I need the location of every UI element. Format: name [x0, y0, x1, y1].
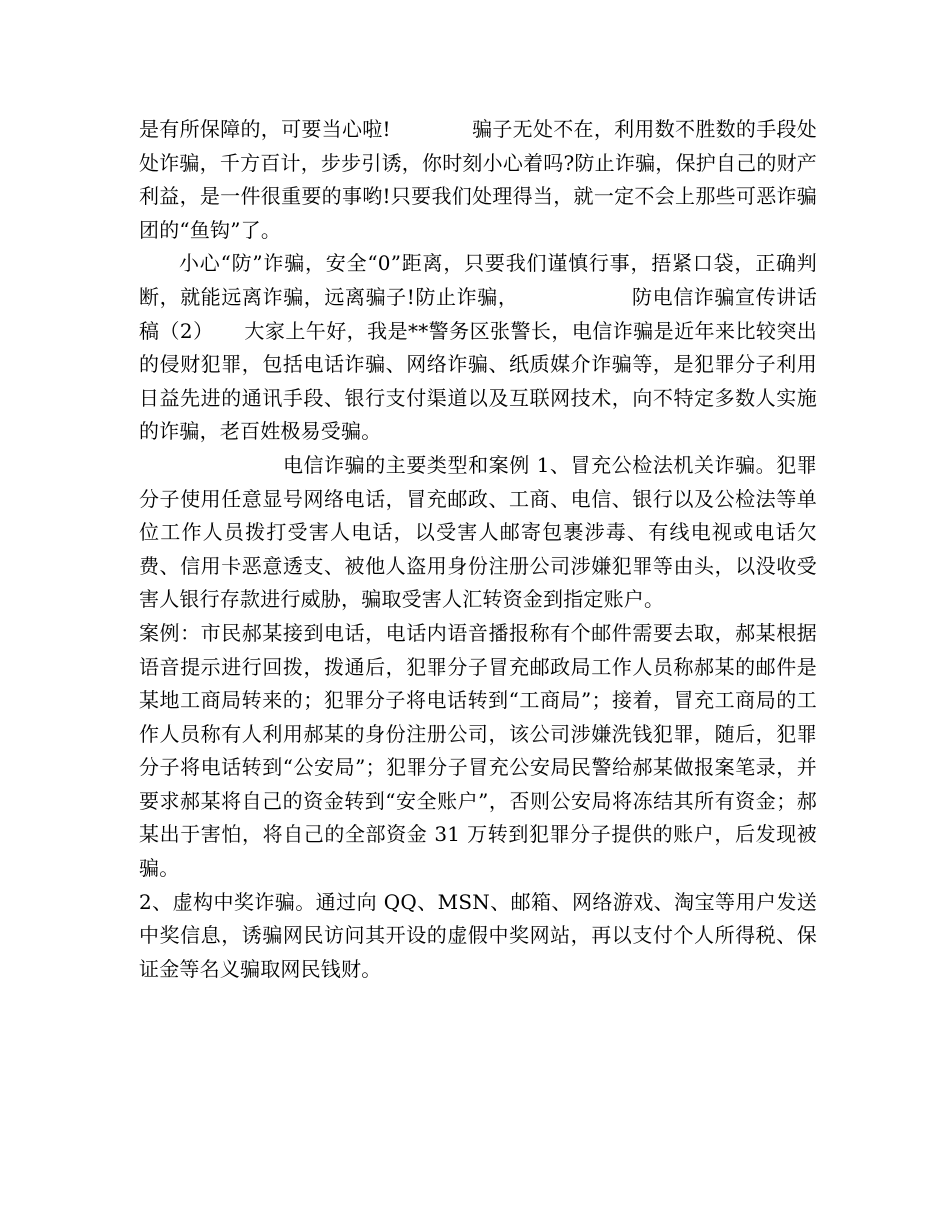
document-body	[139, 113, 817, 986]
paragraph-3: 电信诈骗的主要类型和案例 1、冒充公检法机关诈骗。犯罪分子使用任意显号网络电话，冒充邮政、工商、电信、银行以及公检法等单位工作人员拨打受害人电话，以受害人邮寄包裹涉毒、有线电视或电话欠费、信用卡恶意透支、被他人盗用身份注册公司涉嫌犯罪等由头，以没收受害人银行存款进行威胁，骗取受害人汇转资金到指定账户。	[139, 452, 817, 612]
paragraph-5: 2、虚构中奖诈骗。通过向 QQ、MSN、邮箱、网络游戏、淘宝等用户发送中奖信息，诱骗网民访问其开设的虚假中奖网站，再以支付个人所得税、保证金等名义骗取网民钱财。	[139, 889, 817, 981]
paragraph-1: 是有所保障的，可要当心啦! 骗子无处不在，利用数不胜数的手段处处诈骗，千方百计，步步引诱，你时刻小心着吗?防止诈骗，保护自己的财产利益，是一件很重要的事哟!只要我们处理得当，就一定不会上那些可恶诈骗团的“鱼钩”了。	[139, 117, 817, 242]
paragraph-4: 案例：市民郝某接到电话，电话内语音播报称有个邮件需要去取，郝某根据语音提示进行回拨，拨通后，犯罪分子冒充邮政局工作人员称郝某的邮件是某地工商局转来的；犯罪分子将电话转到“工商局”；接着，冒充工商局的工作人员称有人利用郝某的身份注册公司，该公司涉嫌洗钱犯罪，随后，犯罪分子将电话转到“公安局”；犯罪分子冒充公安局民警给郝某做报案笔录，并要求郝某将自己的资金转到“安全账户”，否则公安局将冻结其所有资金；郝某出于害怕，将自己的全部资金 31 万转到犯罪分子提供的账户，后发现被骗。	[139, 620, 817, 881]
paragraph-2: 小心“防”诈骗，安全“0”距离，只要我们谨慎行事，捂紧口袋，正确判断，就能远离诈骗，远离骗子!防止诈骗， 防电信诈骗宣传讲话稿（2） 大家上午好，我是**警务区张警长，电信诈骗是近年来比较突出的侵财犯罪，包括电话诈骗、网络诈骗、纸质媒介诈骗等，是犯罪分子利用日益先进的通讯手段、银行支付渠道以及互联网技术，向不特定多数人实施的诈骗，老百姓极易受骗。	[139, 251, 817, 444]
